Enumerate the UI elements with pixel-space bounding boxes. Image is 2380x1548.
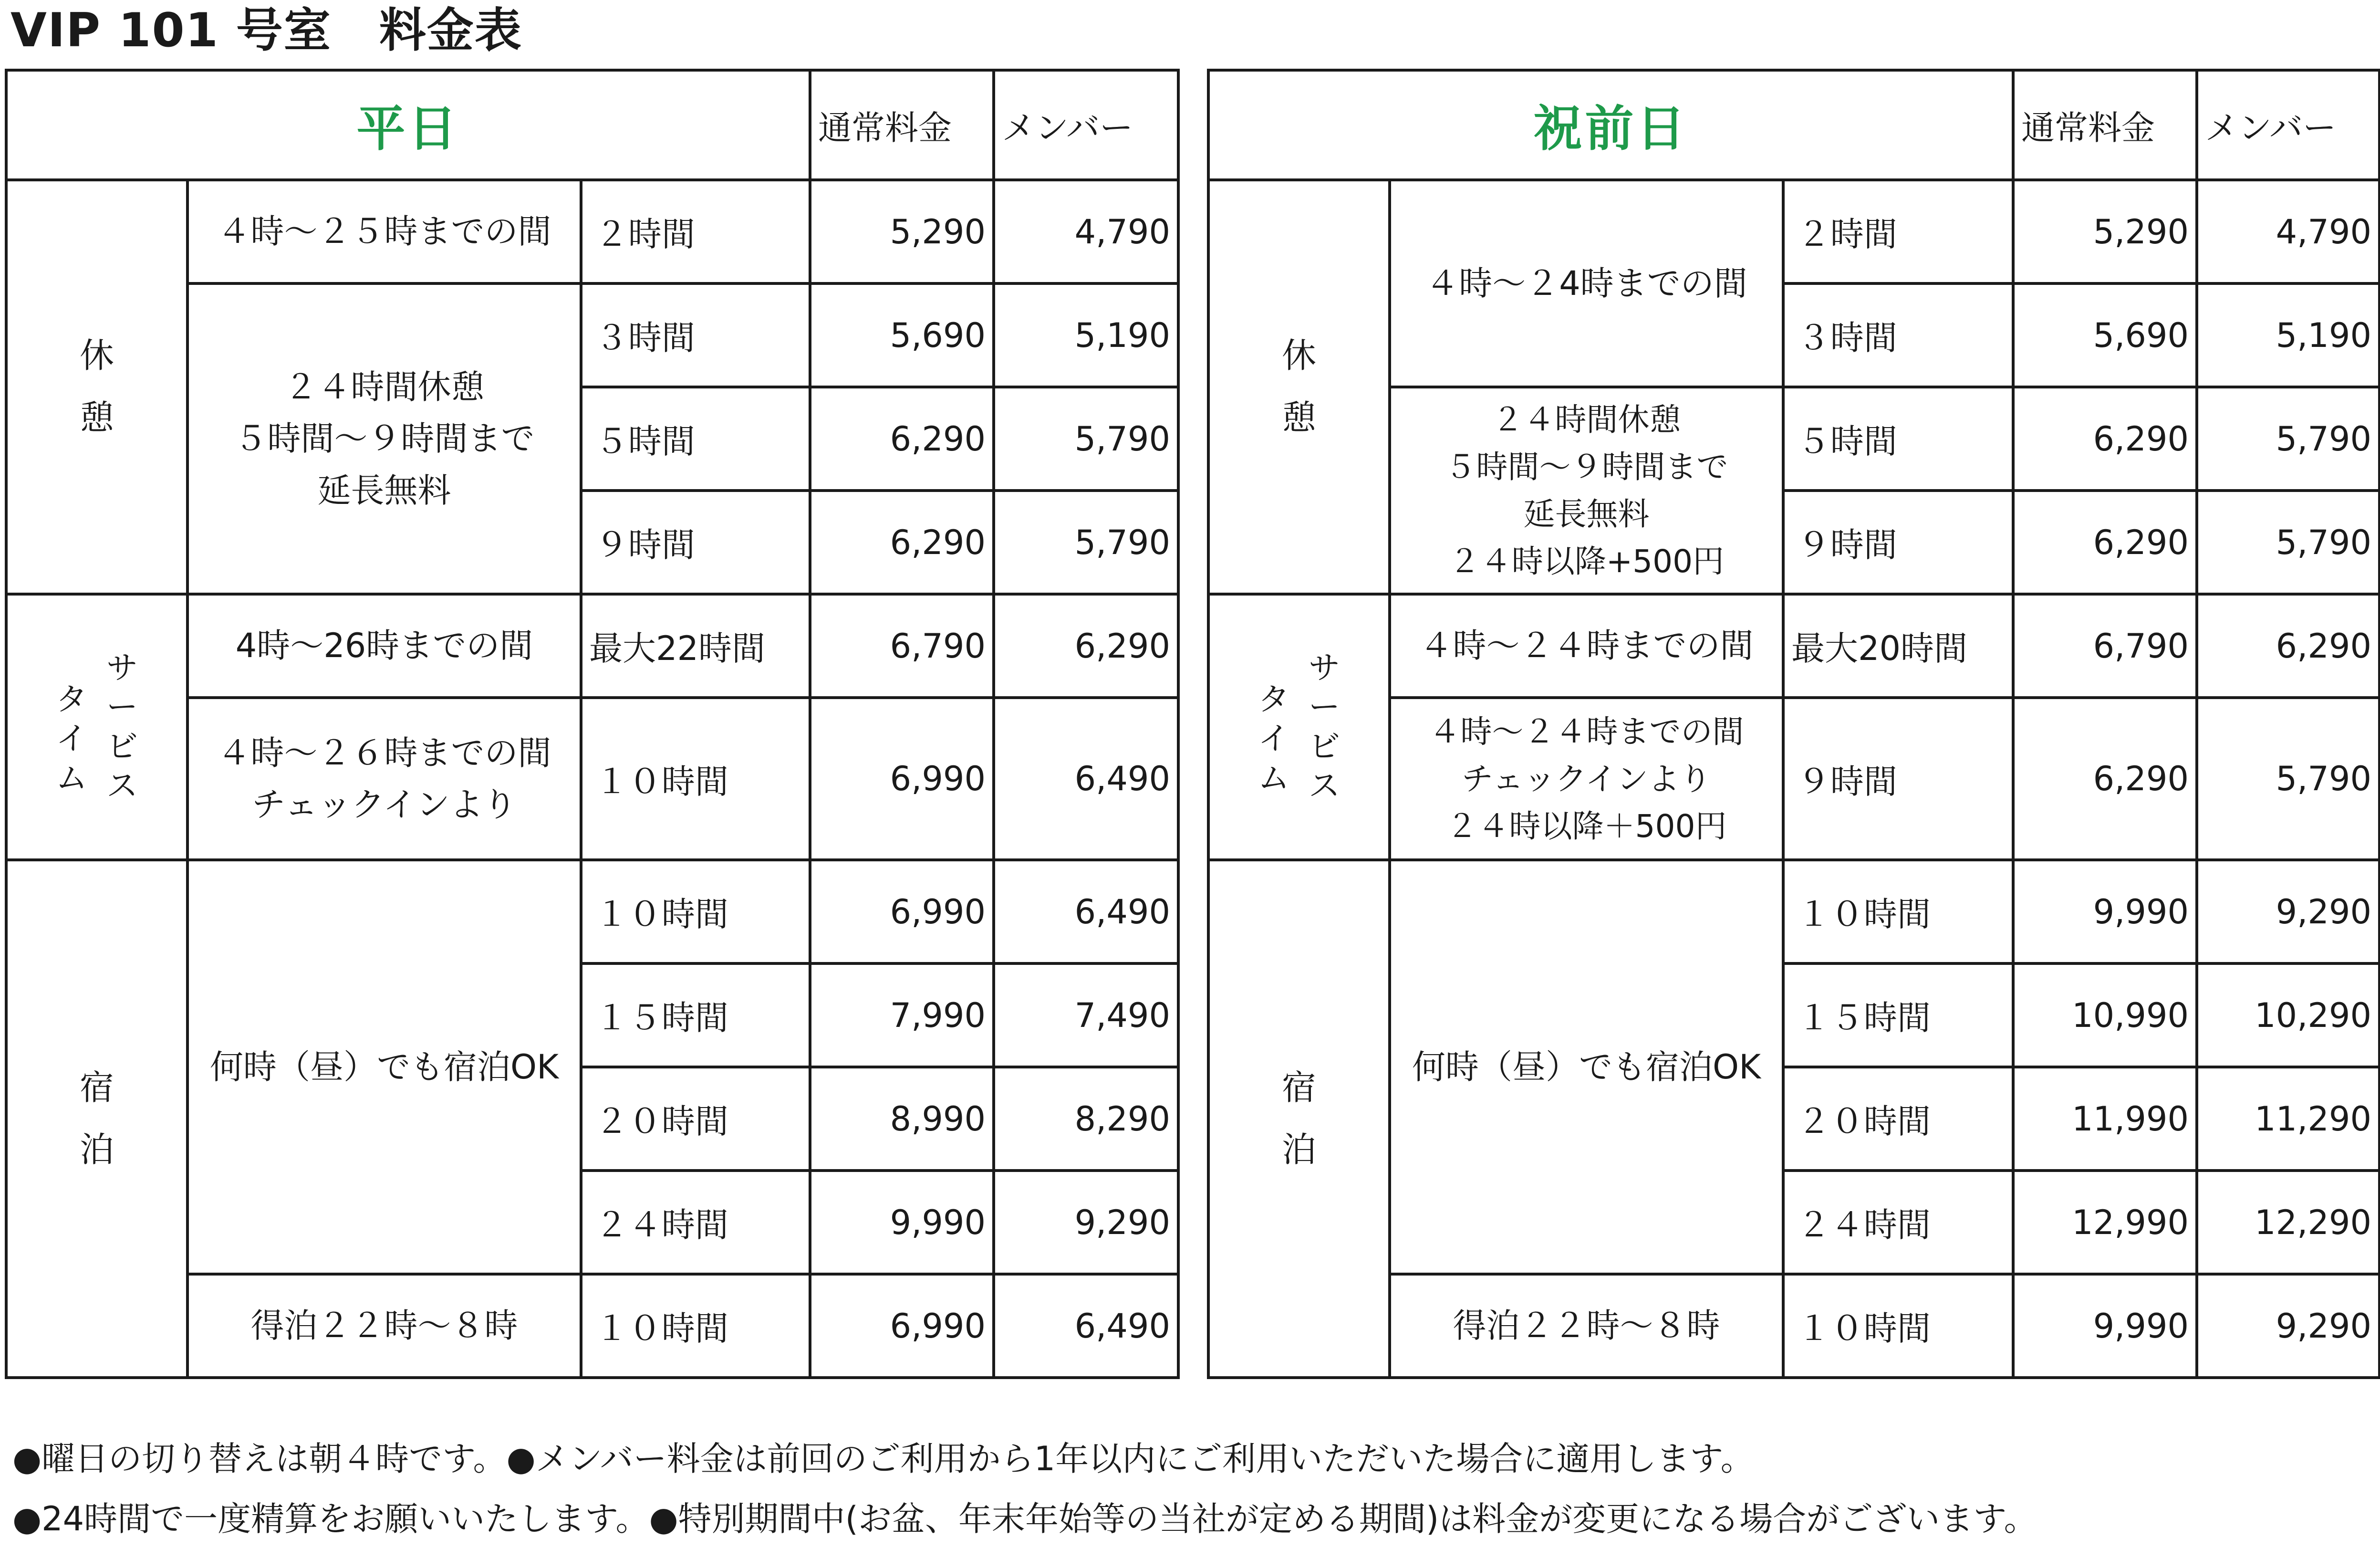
member-price: 11,290	[2197, 1067, 2380, 1171]
member-price: 10,290	[2197, 963, 2380, 1067]
regular-price: 6,990	[810, 860, 994, 963]
stay-desc: 何時（昼）でも宿泊OK	[1390, 860, 1783, 1274]
category-rest: 休 憩	[1208, 180, 1390, 594]
member-price: 6,290	[2197, 594, 2380, 698]
duration: ２０時間	[581, 1067, 810, 1171]
rest-extended-desc: ２４時間休憩 ５時間～９時間まで 延長無料	[187, 283, 581, 594]
stay-desc: 何時（昼）でも宿泊OK	[187, 860, 581, 1274]
member-price-header: メンバー	[994, 70, 1178, 180]
duration: ２時間	[1783, 180, 2013, 283]
member-price: 7,490	[994, 963, 1178, 1067]
member-price: 6,490	[994, 860, 1178, 963]
category-stay: 宿 泊	[1208, 860, 1390, 1378]
service-desc: ４時～２４時までの間	[1390, 594, 1783, 698]
regular-price: 9,990	[810, 1171, 994, 1274]
member-price-header: メンバー	[2197, 70, 2380, 180]
table-row	[6, 860, 1178, 963]
duration: ２時間	[581, 180, 810, 283]
duration: ２４時間	[1783, 1171, 2013, 1274]
regular-price: 6,290	[2013, 698, 2197, 860]
regular-price: 6,990	[810, 698, 994, 860]
table-row	[1208, 860, 2380, 963]
rest-extended-desc: ２４時間休憩 ５時間～９時間まで 延長無料 ２４時以降+500円	[1390, 387, 1783, 594]
duration: １０時間	[581, 698, 810, 860]
category-stay: 宿 泊	[6, 860, 187, 1378]
regular-price: 6,290	[810, 387, 994, 491]
regular-price-header: 通常料金	[810, 70, 994, 180]
member-price: 8,290	[994, 1067, 1178, 1171]
duration: 最大20時間	[1783, 594, 2013, 698]
regular-price: 5,290	[2013, 180, 2197, 283]
note-line-1: ●曜日の切り替えは朝４時です。●メンバー料金は前回のご利用から1年以内にご利用いただいた場合に適用します。	[12, 1439, 1754, 1478]
duration: ５時間	[1783, 387, 2013, 491]
rest-short-desc: ４時～２4時までの間	[1390, 180, 1783, 387]
regular-price: 9,990	[2013, 1274, 2197, 1378]
duration: １０時間	[1783, 860, 2013, 963]
member-price: 6,490	[994, 698, 1178, 860]
table-row	[1208, 180, 2380, 283]
duration: ９時間	[581, 491, 810, 594]
member-price: 5,790	[2197, 698, 2380, 860]
duration: １０時間	[1783, 1274, 2013, 1378]
duration: １５時間	[1783, 963, 2013, 1067]
table-row	[1208, 594, 2380, 698]
service-desc: ４時～２４時までの間 チェックインより ２４時以降＋500円	[1390, 698, 1783, 860]
holiday-eve-rate-table	[1207, 69, 2380, 1379]
night-stay-desc: 得泊２２時～８時	[1390, 1274, 1783, 1378]
duration: ２０時間	[1783, 1067, 2013, 1171]
regular-price: 12,990	[2013, 1171, 2197, 1274]
regular-price: 9,990	[2013, 860, 2197, 963]
member-price: 9,290	[2197, 1274, 2380, 1378]
duration: １０時間	[581, 1274, 810, 1378]
member-price: 4,790	[994, 180, 1178, 283]
night-stay-desc: 得泊２２時～８時	[187, 1274, 581, 1378]
weekday-rate-table	[5, 69, 1180, 1379]
category-service-time: サ ー ビ ス タ イ ム	[6, 594, 187, 860]
weekday-heading: 平日	[6, 70, 810, 180]
member-price: 5,790	[2197, 491, 2380, 594]
service-desc: 4時～26時までの間	[187, 594, 581, 698]
service-desc: ４時～２６時までの間 チェックインより	[187, 698, 581, 860]
duration: 最大22時間	[581, 594, 810, 698]
regular-price: 10,990	[2013, 963, 2197, 1067]
note-line-2: ●24時間で一度精算をお願いいたします。●特別期間中(お盆、年末年始等の当社が定める期間)は料金が変更になる場合がございます。	[12, 1499, 2037, 1538]
table-header-row	[1208, 70, 2380, 180]
member-price: 6,290	[994, 594, 1178, 698]
duration: １０時間	[581, 860, 810, 963]
category-service-time: サ ー ビ ス タ イ ム	[1208, 594, 1390, 860]
duration: ３時間	[1783, 283, 2013, 387]
regular-price: 5,690	[810, 283, 994, 387]
member-price: 5,790	[2197, 387, 2380, 491]
member-price: 6,490	[994, 1274, 1178, 1378]
table-row	[6, 180, 1178, 283]
regular-price: 6,290	[810, 491, 994, 594]
rest-short-desc: ４時～２５時までの間	[187, 180, 581, 283]
regular-price: 6,790	[810, 594, 994, 698]
member-price: 5,190	[2197, 283, 2380, 387]
page-title: VIP 101 号室 料金表	[10, 3, 522, 58]
regular-price: 5,290	[810, 180, 994, 283]
duration: ９時間	[1783, 491, 2013, 594]
table-header-row	[6, 70, 1178, 180]
member-price: 5,190	[994, 283, 1178, 387]
regular-price: 6,790	[2013, 594, 2197, 698]
table-row	[6, 594, 1178, 698]
duration: ５時間	[581, 387, 810, 491]
duration: ９時間	[1783, 698, 2013, 860]
member-price: 9,290	[2197, 860, 2380, 963]
regular-price: 7,990	[810, 963, 994, 1067]
regular-price: 6,290	[2013, 387, 2197, 491]
member-price: 12,290	[2197, 1171, 2380, 1274]
regular-price: 8,990	[810, 1067, 994, 1171]
duration: ２４時間	[581, 1171, 810, 1274]
regular-price: 11,990	[2013, 1067, 2197, 1171]
holiday-eve-heading: 祝前日	[1208, 70, 2013, 180]
member-price: 9,290	[994, 1171, 1178, 1274]
member-price: 4,790	[2197, 180, 2380, 283]
member-price: 5,790	[994, 387, 1178, 491]
regular-price-header: 通常料金	[2013, 70, 2197, 180]
regular-price: 6,990	[810, 1274, 994, 1378]
duration: １５時間	[581, 963, 810, 1067]
duration: ３時間	[581, 283, 810, 387]
regular-price: 5,690	[2013, 283, 2197, 387]
regular-price: 6,290	[2013, 491, 2197, 594]
member-price: 5,790	[994, 491, 1178, 594]
category-rest: 休 憩	[6, 180, 187, 594]
